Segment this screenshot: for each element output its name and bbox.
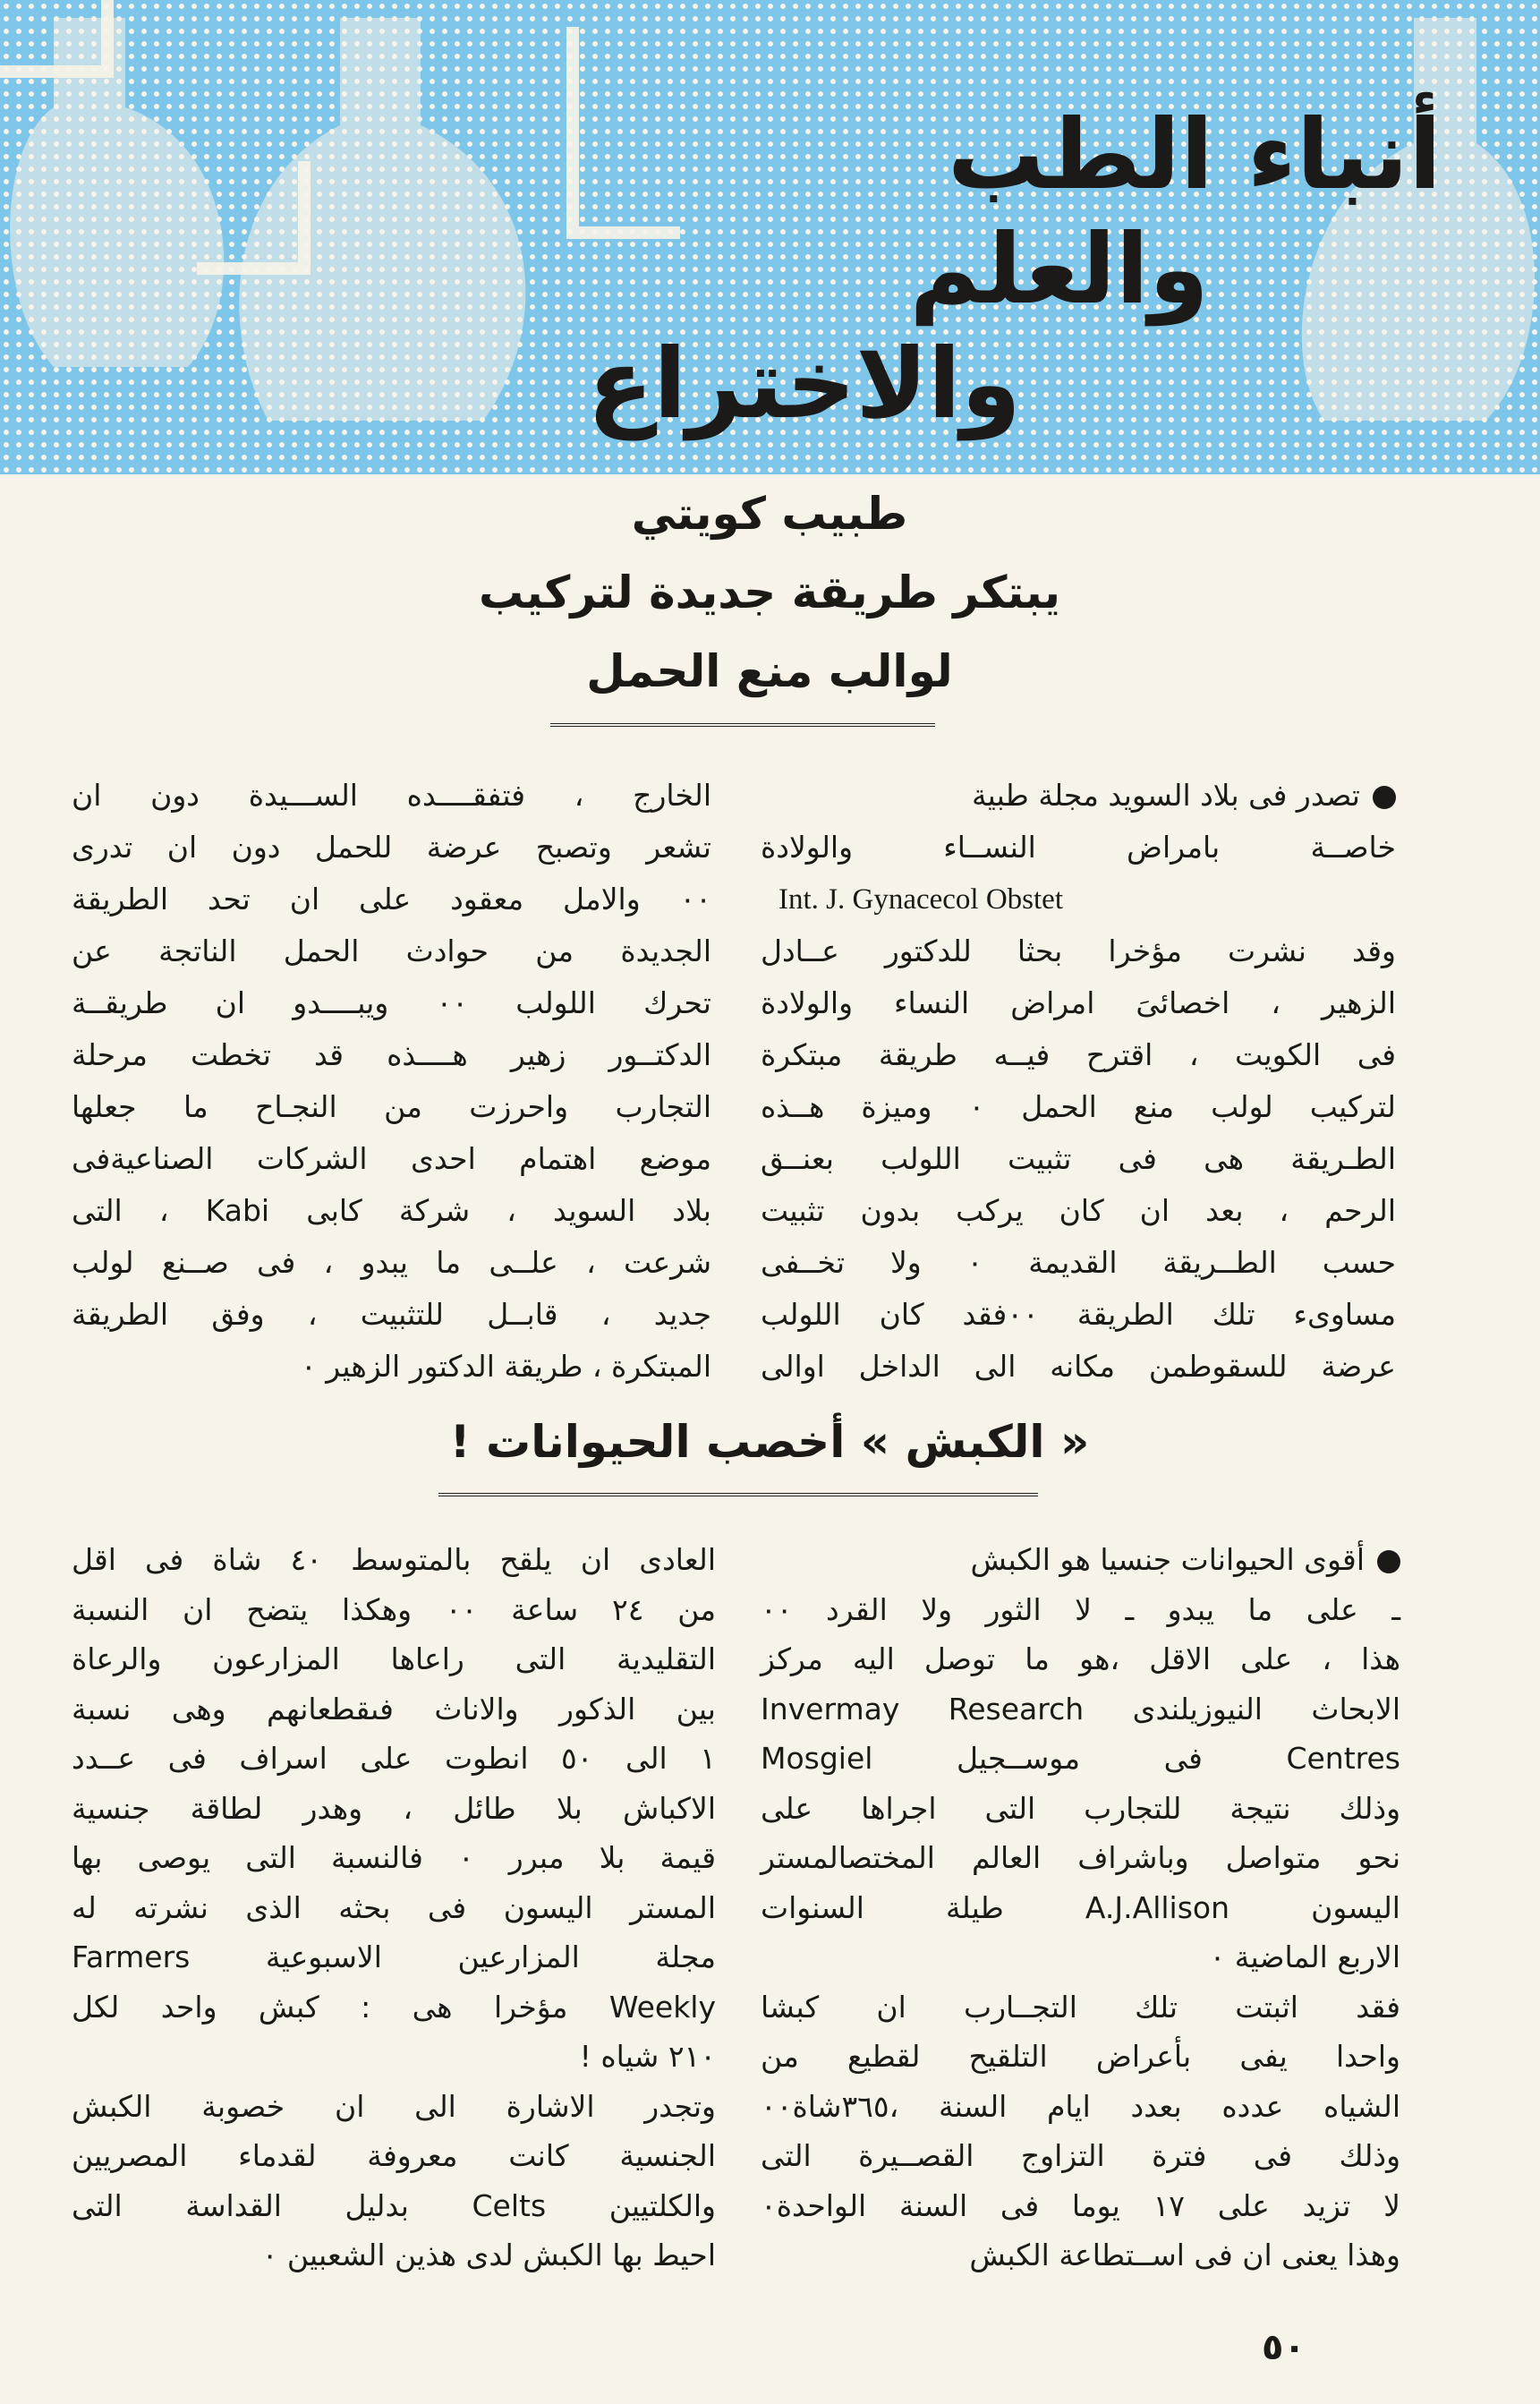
- text-line: موضع اهتمام احدى الشركات الصناعيةفى: [72, 1141, 711, 1176]
- text-line: بلاد السويد ، شركة كابى Kabi ، التى: [72, 1193, 711, 1228]
- text-line: تشعر وتصبح عرضة للحمل دون ان تدرى: [72, 830, 711, 865]
- text-line: وتجدر الاشارة الى ان خصوبة الكبش: [72, 2088, 716, 2124]
- section-title-line-1: أنباء الطب: [947, 99, 1442, 211]
- text-line: لتركيب لولب منع الحمل ٠ وميزة هــذه: [761, 1089, 1396, 1124]
- text-line: المبتكرة ، طريقة الدكتور الزهير ٠: [300, 1349, 711, 1384]
- text-line: من ٢٤ ساعة ٠٠ وهكذا يتضح ان النسبة: [72, 1591, 716, 1627]
- text-line: احيط بها الكبش لدى هذين الشعبين ٠: [261, 2238, 716, 2272]
- text-line: ١ الى ٥٠ انطوت على اسراف فى عــدد: [72, 1741, 716, 1776]
- text-line: بين الذكور والاناث فىقطعانهم وهى نسبة: [72, 1691, 716, 1726]
- article1-right-column: [761, 770, 1396, 1393]
- text-line: الزهير ، اخصائىَ امراض النساء والولادة: [761, 985, 1396, 1020]
- text-line: الجديدة من حوادث الحمل الناتجة عن: [72, 933, 711, 968]
- text-line: تصدر فى بلاد السويد مجلة طبية: [761, 770, 1396, 822]
- text-line: تحرك اللولب ٠٠ ويبــــدو ان طريقــة: [72, 985, 711, 1020]
- text-line: التجارب واحرزت من النجـاح ما جعلها: [72, 1089, 711, 1124]
- article2-right-column: [761, 1535, 1400, 2280]
- page-number: ٥٠: [1262, 2327, 1306, 2368]
- text-line: Weekly مؤخرا هى : كبش واحد لكل: [72, 1989, 716, 2025]
- text-line: والكلتيين Celts بدليل القداسة التى: [72, 2187, 716, 2223]
- section-title-line-3: والاختراع: [587, 328, 1021, 440]
- bullet-icon: [1377, 1550, 1400, 1573]
- header-banner: [0, 0, 1540, 474]
- headline2-underline: [438, 1493, 1038, 1496]
- article1-headline-line-2: يبتكر طريقة جديدة لتركيب: [478, 567, 1061, 618]
- text-line: مجلة المزارعين الاسبوعية Farmers: [72, 1939, 716, 1974]
- text-line: حسب الطــريقة القديمة ٠ ولا تخــفى: [761, 1245, 1396, 1280]
- text-line: الدكتــور زهير هــــذه قد تخطت مرحلة: [72, 1037, 711, 1072]
- text-line: الطـريقة هى فى تثبيت اللولب بعنــق: [761, 1141, 1396, 1176]
- article1-headline-line-1: طبيب كويتي: [631, 488, 908, 540]
- text-line: اليسون A.J.Allison طيلة السنوات: [761, 1889, 1400, 1925]
- text-line: مساوىء تلك الطريقة ٠٠فقد كان اللولب: [761, 1297, 1396, 1332]
- text-line: شرعت ، علــى ما يبدو ، فى صــنع لولب: [72, 1245, 711, 1280]
- text-line: خاصــة بامراض النســاء والولادة: [761, 830, 1396, 865]
- text-line: فقد اثبتت تلك التجــارب ان كبشا: [761, 1989, 1400, 2025]
- text-line: وهذا يعنى ان فى اســتطاعة الكبش: [969, 2238, 1400, 2272]
- text-line: هذا ، على الاقل ،هو ما توصل اليه مركز: [761, 1641, 1400, 1676]
- text-line: الاربع الماضية ٠: [1209, 1939, 1400, 1974]
- text-line: وذلك فى فترة التزاوج القصــيرة التى: [761, 2138, 1400, 2173]
- text-line: الاكباش بلا طائل ، وهدر لطاقة جنسية: [72, 1790, 716, 1826]
- text-line: ٠٠ والامل معقود على ان تحد الطريقة: [72, 882, 711, 916]
- text-line: المستر اليسون فى بحثه الذى نشرته له: [72, 1889, 716, 1925]
- bullet-icon: [1373, 786, 1396, 809]
- text-line: الشياه عدده بعدد ايام السنة ،٣٦٥شاة٠٠: [761, 2088, 1400, 2124]
- text-line: وذلك نتيجة للتجارب التى اجراها على: [761, 1790, 1400, 1826]
- text-line: الجنسية كانت معروفة لقدماء المصريين: [72, 2138, 716, 2173]
- headline-underline: [550, 723, 935, 727]
- text-line: ٢١٠ شياه !: [579, 2039, 716, 2074]
- text-line: جديد ، قابــل للتثبيت ، وفق الطريقة: [72, 1297, 711, 1332]
- article2-left-column: [72, 1535, 716, 2280]
- text-line: وقد نشرت مؤخرا بحثا للدكتور عــادل: [761, 933, 1396, 968]
- text-line: واحدا يفى بأعراض التلقيح لقطيع من: [761, 2039, 1400, 2074]
- text-line: قيمة بلا مبرر ٠ فالنسبة التى يوصى بها: [72, 1840, 716, 1875]
- article1-headline: [412, 474, 1127, 711]
- text-line: الرحم ، بعد ان كان يركب بدون تثبيت: [761, 1193, 1396, 1228]
- article1-left-column: [72, 770, 711, 1393]
- article2-headline: « الكبش » أخصب الحيوانات !: [449, 1416, 1090, 1468]
- text-line: عرضة للسقوطمن مكانه الى الداخل اوالى: [761, 1349, 1396, 1384]
- text-line: نحو متواصل وباشراف العالم المختصالمستر: [761, 1840, 1400, 1875]
- text-line: العادى ان يلقح بالمتوسط ٤٠ شاة فى اقل: [72, 1542, 716, 1577]
- text-line: Int. J. Gynacecol Obstet: [779, 883, 1063, 916]
- text-line: الابحاث النيوزيلندى Invermay Research: [761, 1691, 1400, 1726]
- text-line: فى الكويت ، اقترح فيــه طريقة مبتكرة: [761, 1037, 1396, 1072]
- text-line: التقليدية التى راعاها المزارعون والرعاة: [72, 1641, 716, 1676]
- article1-headline-line-3: لوالب منع الحمل: [586, 645, 953, 697]
- text-line: الخارج ، فتفقــــده الســـيدة دون ان: [72, 778, 711, 813]
- text-line: لا تزيد على ١٧ يوما فى السنة الواحدة٠: [761, 2187, 1400, 2223]
- section-title: [547, 98, 1442, 442]
- text-line: ـ على ما يبدو ـ لا الثور ولا القرد ٠٠: [761, 1591, 1400, 1627]
- text-line: Centres فى موســجيل Mosgiel: [761, 1741, 1400, 1776]
- text-line: أقوى الحيوانات جنسيا هو الكبش: [761, 1535, 1400, 1585]
- section-title-line-2: والعلم: [909, 214, 1209, 326]
